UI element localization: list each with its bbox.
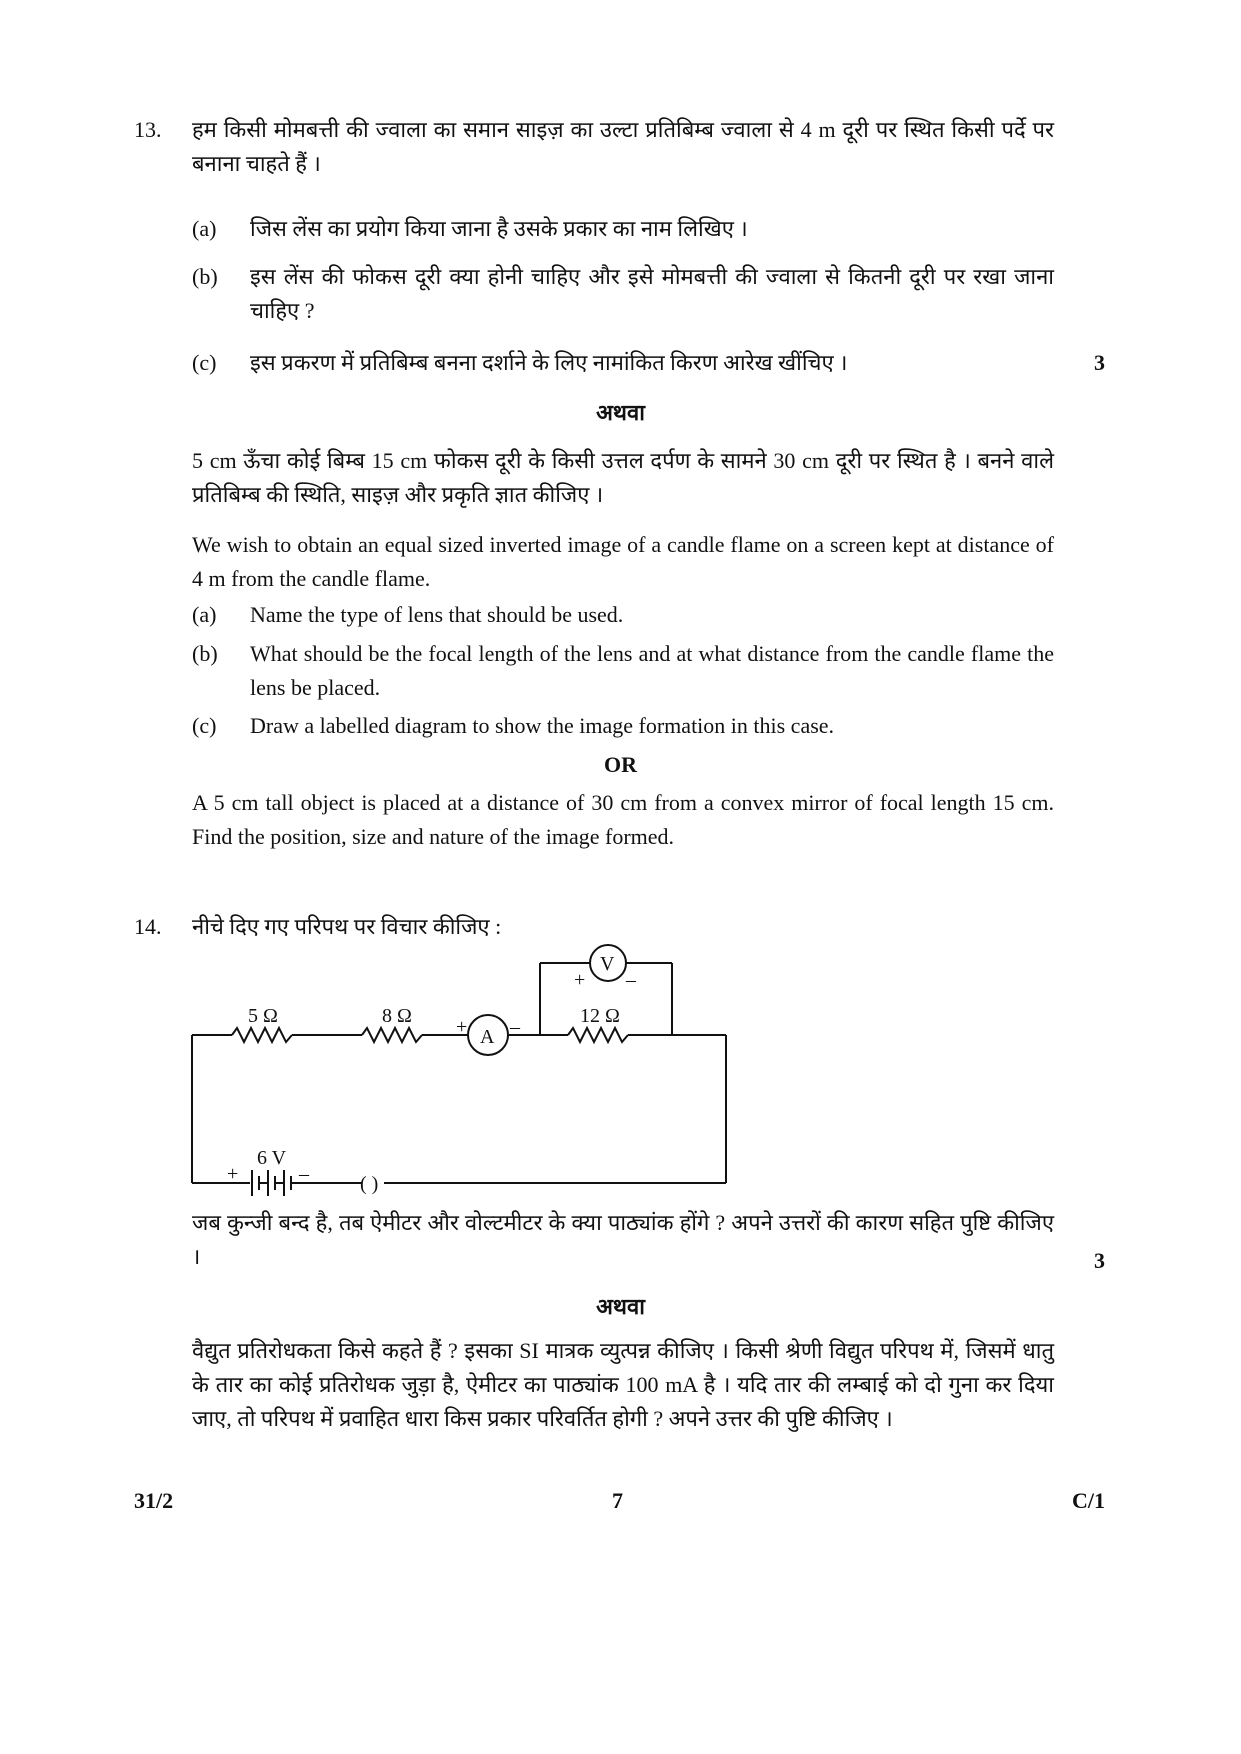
footer-code: 31/2 — [134, 1488, 174, 1513]
q13-hindi-or: अथवा — [596, 400, 645, 425]
resistor-5-ohm — [232, 1028, 292, 1042]
ammeter-label: A — [480, 1026, 495, 1048]
q13-english-alternative: A 5 cm tall object is placed at a distance of 30 cm from a convex mirror of focal length 15 cm. Find the position, size and nature of the image formed. — [192, 790, 1054, 849]
q13-hindi-part-a: जिस लेंस का प्रयोग किया जाना है उसके प्रकार का नाम लिखिए । — [250, 216, 748, 241]
q14-question: जब कुन्जी बन्द है, तब ऐमीटर और वोल्टमीटर के क्या पाठ्यांक होंगे ? अपने उत्तरों की कारण सहित पुष्टि कीजिए । — [192, 1210, 1054, 1269]
ammeter-minus: – — [510, 1016, 520, 1038]
q13-hindi-part-c: इस प्रकरण में प्रतिबिम्ब बनना दर्शाने के लिए नामांकित किरण आरेख खींचिए । — [250, 350, 848, 375]
q14-marks: 3 — [1094, 1248, 1105, 1273]
battery-minus: – — [299, 1163, 309, 1185]
battery-symbol — [252, 1170, 291, 1196]
battery-label: 6 V — [257, 1147, 287, 1169]
q13-marks: 3 — [1094, 350, 1105, 375]
q13-number: 13. — [134, 117, 162, 142]
ammeter-plus: + — [456, 1016, 468, 1038]
q13-hindi-part-c-label: (c) — [192, 350, 217, 375]
resistor-12-ohm — [568, 1028, 628, 1042]
footer-page-number: 7 — [612, 1488, 623, 1513]
q13-english-part-a: Name the type of lens that should be used. — [250, 602, 624, 627]
voltmeter-minus: – — [626, 969, 636, 991]
voltmeter-label: V — [600, 953, 615, 975]
q14-alternative: वैद्युत प्रतिरोधकता किसे कहते हैं ? इसका SI मात्रक व्युत्पन्न कीजिए । किसी श्रेणी विद्युत परिपथ में, जिसमें धातु के तार का कोई प्रतिरोधक जुड़ा है, ऐमीटर का पाठ्यांक 100 mA है । यदि तार की लम्बाई को दो गुना कर दिया जाए, तो परिपथ में प्रवाहित धारा किस प्रकार परिवर्तित होगी ? अपने उत्तर की पुष्टि कीजिए । — [192, 1338, 1054, 1431]
q13-hindi-part-b-label: (b) — [192, 264, 218, 289]
battery-plus: + — [227, 1163, 239, 1185]
label-12-ohm: 12 Ω — [580, 1005, 620, 1027]
q13-english-or: OR — [604, 752, 637, 777]
voltmeter-plus: + — [574, 969, 586, 991]
label-8-ohm: 8 Ω — [382, 1005, 412, 1027]
resistor-8-ohm — [362, 1028, 422, 1042]
footer-set: C/1 — [1072, 1488, 1105, 1513]
q13-english-part-c-label: (c) — [192, 713, 217, 738]
q13-english-part-b-label: (b) — [192, 641, 218, 666]
q13-hindi-alternative: 5 cm ऊँचा कोई बिम्ब 15 cm फोकस दूरी के किसी उत्तल दर्पण के सामने 30 cm दूरी पर स्थित है । बनने वाले प्रतिबिम्ब की स्थिति, साइज़ और प्रकृति ज्ञात कीजिए । — [192, 448, 1054, 507]
label-5-ohm: 5 Ω — [248, 1005, 278, 1027]
q13-english-part-b: What should be the focal length of the lens and at what distance from the candle flame the lens be placed. — [250, 641, 1054, 700]
q13-english-part-c: Draw a labelled diagram to show the image formation in this case. — [250, 713, 835, 738]
q13-hindi-part-a-label: (a) — [192, 216, 217, 241]
q14-number: 14. — [134, 914, 162, 939]
key-symbol: ( ) — [360, 1173, 379, 1195]
q13-english-stem: We wish to obtain an equal sized inverted image of a candle flame on a screen kept at distance of 4 m from the candle flame. — [192, 532, 1054, 591]
q13-hindi-stem: हम किसी मोमबत्ती की ज्वाला का समान साइज़ का उल्टा प्रतिबिम्ब ज्वाला से 4 m दूरी पर स्थित किसी पर्दे पर बनाना चाहते हैं । — [192, 117, 1054, 176]
q13-hindi-part-b: इस लेंस की फोकस दूरी क्या होनी चाहिए और इसे मोमबत्ती की ज्वाला से कितनी दूरी पर रखा जाना चाहिए ? — [250, 264, 1054, 323]
q13-english-part-a-label: (a) — [192, 602, 217, 627]
q14-or: अथवा — [596, 1294, 645, 1319]
q14-intro: नीचे दिए गए परिपथ पर विचार कीजिए : — [192, 914, 502, 939]
